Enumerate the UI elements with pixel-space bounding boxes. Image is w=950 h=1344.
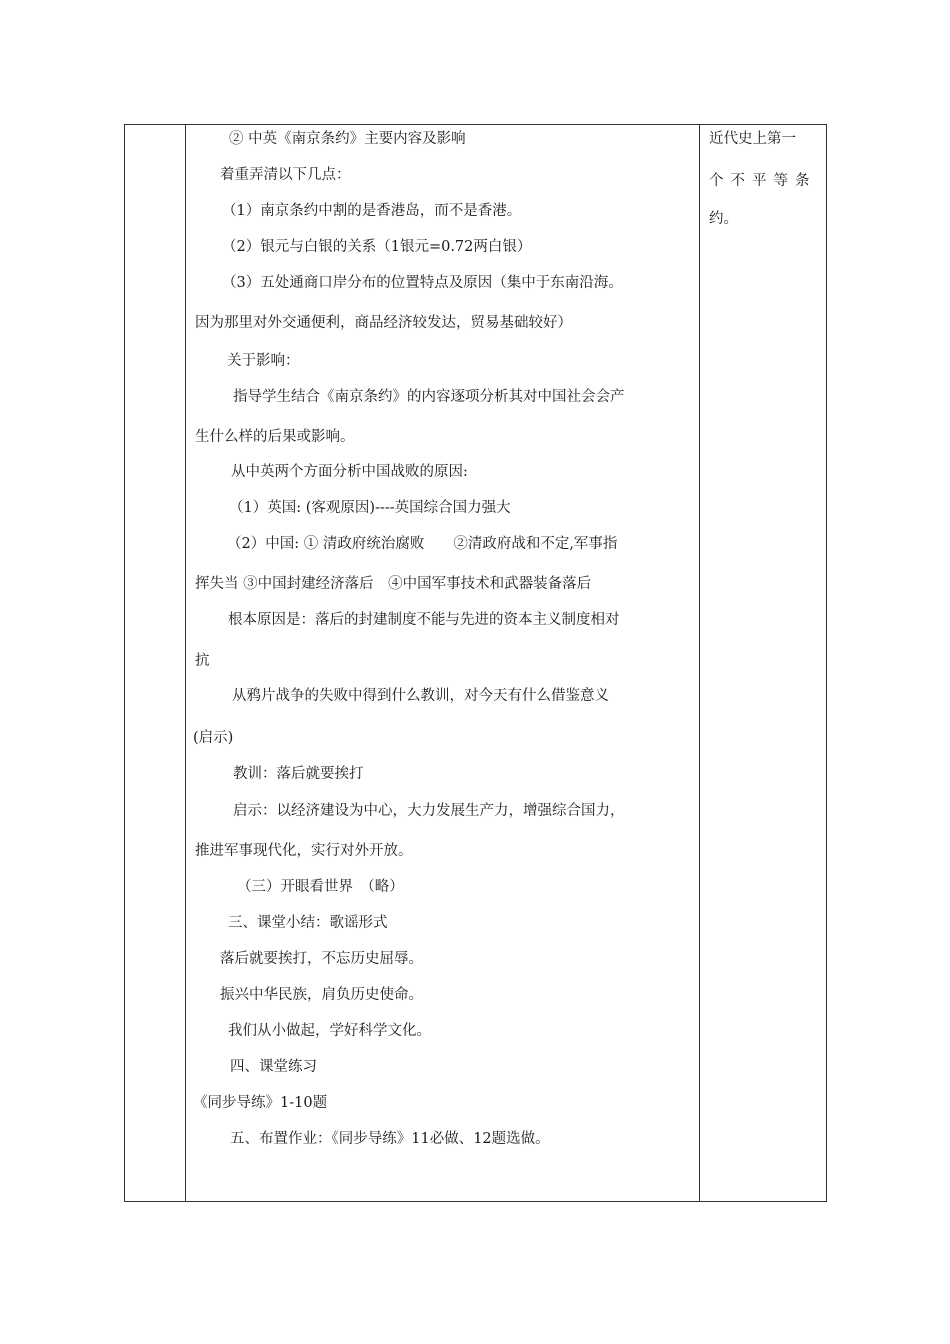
- text-line: 《同步导练》1-10题: [193, 1095, 328, 1111]
- text-line: （1）南京条约中割的是香港岛，而不是香港。: [222, 203, 522, 219]
- text-line: 挥失当 ③中国封建经济落后 ④中国军事技术和武器装备落后: [195, 576, 592, 592]
- text-line: 关于影响：: [227, 353, 300, 369]
- text-line: （2）中国: ① 清政府统治腐败 ②清政府战和不定,军事指: [227, 536, 618, 552]
- text-line: 从鸦片战争的失败中得到什么教训，对今天有什么借鉴意义: [232, 688, 609, 704]
- text-line: （三）开眼看世界 （略）: [237, 879, 404, 895]
- text-line: 指导学生结合《南京条约》的内容逐项分析其对中国社会会产: [233, 389, 625, 405]
- text-line: 五、布置作业：《同步导练》11必做、12题选做。: [230, 1131, 550, 1147]
- notes-column: [701, 125, 826, 1201]
- text-line: （2）银元与白银的关系（1银元=0.72两白银）: [222, 239, 532, 255]
- text-line: 启示：以经济建设为中心，大力发展生产力，增强综合国力，: [233, 803, 625, 819]
- text-line: 从中英两个方面分析中国战败的原因:: [231, 464, 468, 480]
- content-column: [186, 125, 700, 1201]
- text-line: 着重弄清以下几点：: [220, 167, 351, 183]
- text-line: 生什么样的后果或影响。: [195, 429, 355, 445]
- text-line: 教训：落后就要挨打: [233, 766, 364, 782]
- text-line: 四、课堂练习: [230, 1059, 317, 1075]
- text-line: 因为那里对外交通便利，商品经济较发达，贸易基础较好）: [195, 315, 572, 331]
- text-line: （1）英国: (客观原因)----英国综合国力强大: [229, 500, 511, 516]
- note-line: 近代史上第一: [709, 131, 796, 147]
- text-line: 我们从小做起，学好科学文化。: [228, 1023, 431, 1039]
- text-line: (启示): [193, 730, 234, 746]
- note-line: 约。: [709, 211, 738, 227]
- text-line: 推进军事现代化，实行对外开放。: [195, 843, 413, 859]
- note-line: 个不平等条: [709, 173, 817, 189]
- lesson-table: [124, 124, 827, 1202]
- text-line: 根本原因是：落后的封建制度不能与先进的资本主义制度相对: [228, 612, 620, 628]
- text-line: 振兴中华民族，肩负历史使命。: [220, 987, 423, 1003]
- text-line: 三、课堂小结：歌谣形式: [228, 915, 388, 931]
- text-line: （3）五处通商口岸分布的位置特点及原因（集中于东南沿海。: [222, 275, 623, 291]
- text-line: 落后就要挨打，不忘历史屈辱。: [220, 951, 423, 967]
- text-line: 抗: [195, 653, 210, 669]
- text-line: ② 中英《南京条约》主要内容及影响: [229, 131, 466, 147]
